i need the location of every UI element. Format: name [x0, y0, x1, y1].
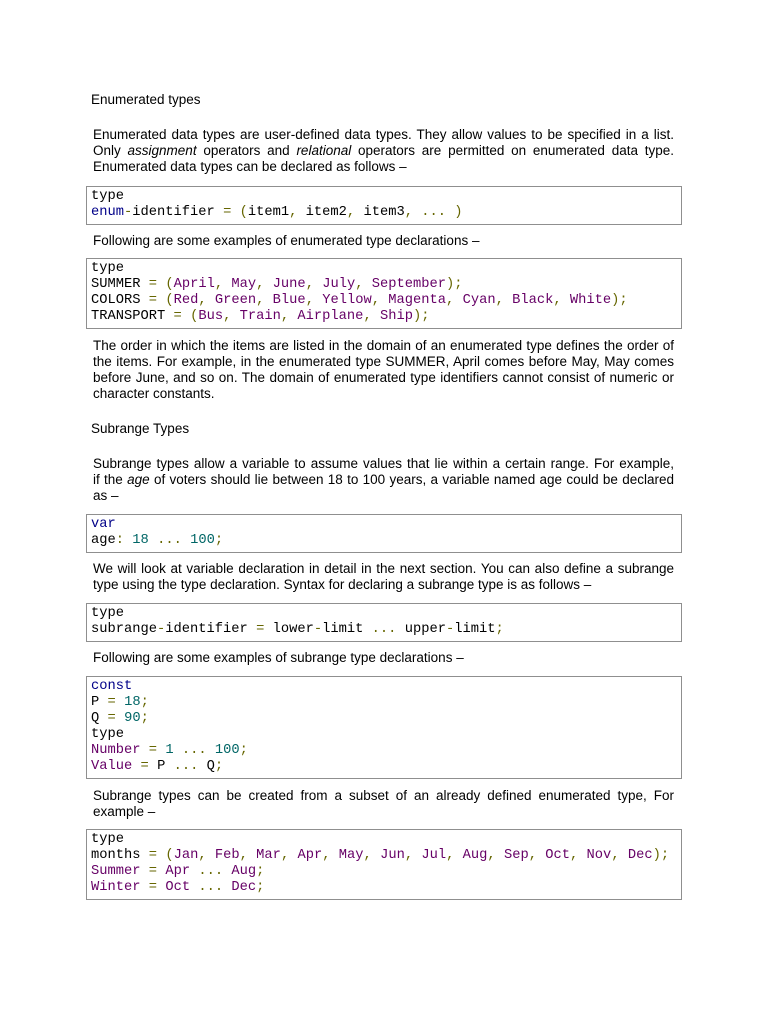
code-token-plain: TRANSPORT — [91, 309, 166, 324]
code-token-punctuation: , — [322, 848, 331, 863]
code-token-punctuation: ... — [371, 622, 397, 637]
text-line: Enumerated data types are user-defined data types. They allow values to be specified in a list. — [93, 127, 674, 142]
code-token-punctuation: - — [157, 622, 166, 637]
code-token-literal: 1 — [165, 743, 174, 758]
code-token-punctuation: = — [256, 622, 265, 637]
code-token-type: Jul — [421, 848, 447, 863]
code-line — [91, 189, 677, 205]
code-token-punctuation: , — [305, 277, 314, 292]
code-token-plain: type — [91, 832, 125, 847]
code-token-punctuation: , — [371, 293, 380, 308]
code-token-plain: lower — [272, 622, 314, 637]
code-token-punctuation: = — [107, 711, 116, 726]
code-token-punctuation: ; — [214, 759, 224, 774]
code-block-subrange-examples — [86, 676, 682, 779]
code-token-type: Jan — [173, 848, 199, 863]
code-token-type: September — [371, 277, 447, 292]
code-line — [91, 832, 677, 848]
text-line: Enumerated data types can be declared as follows – — [93, 159, 407, 174]
text-segment: if the — [93, 472, 128, 487]
text-line: Following are some examples of enumerated type declarations – — [93, 233, 480, 248]
code-token-plain: type — [91, 727, 125, 742]
code-line — [91, 309, 677, 325]
code-token-punctuation: , — [346, 205, 356, 220]
code-token-punctuation: = — [148, 864, 158, 879]
text-segment: of voters should lie between 18 to 100 years, a variable named age could be declared — [149, 472, 674, 487]
code-token-plain: upper — [404, 622, 446, 637]
code-token-punctuation: ); — [652, 848, 670, 863]
code-token-punctuation: , — [305, 293, 314, 308]
italic-term-age: age — [127, 472, 150, 487]
code-token-type: Number — [91, 743, 141, 758]
code-token-punctuation: , — [256, 277, 265, 292]
code-token-punctuation: , — [280, 848, 290, 863]
code-token-plain: limit — [322, 622, 364, 637]
code-token-punctuation: , — [404, 848, 414, 863]
paragraph-subrange-enum-subset — [93, 788, 674, 820]
heading-enumerated-types: Enumerated types — [91, 92, 201, 107]
code-token-punctuation: ; — [214, 533, 224, 548]
code-token-literal: 90 — [124, 711, 141, 726]
code-line — [91, 205, 677, 221]
code-token-type: Cyan — [462, 293, 496, 308]
code-token-punctuation: , — [239, 848, 248, 863]
text-line: Following are some examples of subrange type declarations – — [93, 650, 464, 665]
code-token-punctuation: - — [445, 622, 455, 637]
code-token-type: White — [569, 293, 612, 308]
code-token-plain: P — [91, 695, 100, 710]
code-token-type: July — [322, 277, 356, 292]
code-line — [91, 293, 677, 309]
code-token-plain: type — [91, 261, 125, 276]
code-line — [91, 277, 677, 293]
code-token-plain: item2 — [305, 205, 347, 220]
code-token-type: Sep — [503, 848, 529, 863]
code-token-punctuation: , — [570, 848, 579, 863]
code-line — [91, 743, 677, 759]
code-token-type: Train — [239, 309, 281, 324]
code-token-type: Aug — [462, 848, 488, 863]
code-token-punctuation: = — [148, 880, 158, 895]
code-token-plain: item1 — [247, 205, 290, 220]
code-token-punctuation: = — [223, 205, 232, 220]
code-line — [91, 759, 677, 775]
code-token-punctuation: , — [198, 848, 207, 863]
code-token-type: Apr — [297, 848, 323, 863]
paragraph-subrange-syntax — [93, 561, 674, 593]
code-block-subrange-var — [86, 514, 682, 553]
heading-subrange-types: Subrange Types — [91, 421, 190, 436]
code-token-keyword: var — [91, 517, 116, 532]
code-token-literal: 18 — [132, 533, 149, 548]
code-token-punctuation: - — [124, 205, 133, 220]
paragraph-enumerated-examples-intro — [93, 233, 674, 249]
code-line — [91, 533, 677, 549]
paragraph-subrange-examples-intro — [93, 650, 674, 666]
code-line — [91, 606, 677, 622]
code-token-punctuation: , — [214, 277, 224, 292]
code-token-type: Aug — [231, 864, 257, 879]
code-token-punctuation: ; — [256, 880, 265, 895]
code-token-type: May — [338, 848, 364, 863]
code-token-type: Nov — [586, 848, 612, 863]
code-token-punctuation: ... — [198, 864, 224, 879]
code-line — [91, 261, 677, 277]
text-line: before June, and so on. The domain of enumerated type identifiers cannot consist of numeric or — [93, 370, 674, 385]
code-token-punctuation: ; — [140, 695, 149, 710]
code-token-type: May — [231, 277, 257, 292]
code-token-type: Jun — [380, 848, 405, 863]
code-token-type: Apr — [165, 864, 191, 879]
text-line: as – — [93, 488, 119, 503]
text-line: Subrange types allow a variable to assume values that lie within a certain range. For example, — [93, 456, 674, 471]
text-segment: operators are permitted on enumerated data type. — [351, 143, 675, 158]
code-token-plain: type — [91, 189, 125, 204]
code-token-type: Dec — [627, 848, 653, 863]
code-token-plain: months — [91, 848, 141, 863]
paragraph-enumerated-intro — [93, 127, 674, 175]
code-token-punctuation: ... — [198, 880, 224, 895]
code-token-punctuation: , — [289, 205, 298, 220]
code-token-type: Oct — [165, 880, 191, 895]
text-line: the items. For example, in the enumerated type SUMMER, April comes before May, May comes — [93, 354, 674, 369]
code-token-plain: Q — [91, 711, 100, 726]
code-token-type: Feb — [214, 848, 240, 863]
code-token-keyword: const — [91, 679, 133, 694]
code-token-type: Red — [173, 293, 199, 308]
code-token-type: Oct — [545, 848, 571, 863]
text-line: type using the type declaration. Syntax for declaring a subrange type is as follows – — [93, 577, 592, 592]
code-token-punctuation: , — [363, 848, 372, 863]
text-segment: operators and — [196, 143, 297, 158]
code-token-punctuation: = — [148, 848, 158, 863]
code-token-literal: 100 — [190, 533, 215, 548]
code-token-plain: identifier — [132, 205, 215, 220]
code-line — [91, 622, 677, 638]
code-token-type: Winter — [91, 880, 141, 895]
code-token-plain: COLORS — [91, 293, 141, 308]
code-token-type: Mar — [256, 848, 281, 863]
code-token-punctuation: , — [363, 309, 372, 324]
code-token-punctuation: , — [487, 848, 496, 863]
code-line — [91, 695, 677, 711]
code-token-punctuation: = — [140, 759, 149, 774]
code-token-plain: limit — [454, 622, 496, 637]
code-token-literal: 18 — [124, 695, 141, 710]
code-token-punctuation: ); — [446, 277, 463, 292]
code-token-punctuation: , — [495, 293, 504, 308]
text-line: The order in which the items are listed in the domain of an enumerated type defines the order of — [93, 338, 674, 353]
code-token-type: Bus — [198, 309, 224, 324]
code-token-type: Airplane — [297, 309, 364, 324]
code-token-punctuation: , — [404, 205, 413, 220]
code-token-type: Green — [214, 293, 257, 308]
code-line — [91, 679, 677, 695]
code-token-punctuation: , — [223, 309, 232, 324]
text-line: Subrange types can be created from a subset of an already defined enumerated type, For — [93, 788, 674, 803]
code-token-type: Blue — [272, 293, 306, 308]
code-token-punctuation: , — [446, 848, 455, 863]
code-token-punctuation: ( — [165, 293, 174, 308]
code-token-literal: 100 — [214, 743, 240, 758]
code-token-punctuation: ) — [454, 205, 463, 220]
code-token-punctuation: , — [553, 293, 562, 308]
italic-term-relational: relational — [296, 143, 352, 158]
code-token-punctuation: = — [148, 743, 158, 758]
code-block-enum-syntax — [86, 186, 682, 225]
code-token-type: June — [272, 277, 306, 292]
code-token-punctuation: , — [256, 293, 265, 308]
code-token-punctuation: ); — [412, 309, 430, 324]
code-token-punctuation: ( — [165, 277, 174, 292]
code-token-punctuation: ... — [421, 205, 447, 220]
code-token-punctuation: = — [148, 293, 158, 308]
text-line: We will look at variable declaration in detail in the next section. You can also define a subrange — [93, 561, 674, 576]
code-token-punctuation: ; — [256, 864, 265, 879]
code-token-punctuation: ; — [495, 622, 504, 637]
code-token-plain: Q — [206, 759, 215, 774]
code-block-subrange-enum-subset — [86, 829, 682, 900]
code-token-punctuation: ); — [611, 293, 628, 308]
code-token-punctuation: - — [313, 622, 323, 637]
code-token-punctuation: ... — [181, 743, 207, 758]
code-token-plain: SUMMER — [91, 277, 141, 292]
code-line — [91, 880, 677, 896]
code-token-plain: identifier — [165, 622, 248, 637]
code-line — [91, 864, 677, 880]
code-token-punctuation: ... — [173, 759, 199, 774]
code-token-type: Summer — [91, 864, 141, 879]
code-token-punctuation: ; — [140, 711, 149, 726]
code-token-plain: P — [157, 759, 166, 774]
code-token-punctuation: , — [355, 277, 364, 292]
code-token-punctuation: : — [115, 533, 125, 548]
text-line — [93, 472, 674, 488]
code-token-type: Ship — [379, 309, 413, 324]
code-line — [91, 727, 677, 743]
text-segment: Only — [93, 143, 128, 158]
code-token-punctuation: ( — [190, 309, 199, 324]
code-token-type: April — [173, 277, 215, 292]
code-token-punctuation: ... — [157, 533, 182, 548]
text-line — [93, 143, 674, 159]
code-token-punctuation: , — [611, 848, 620, 863]
code-token-punctuation: ( — [239, 205, 248, 220]
code-token-punctuation: ; — [239, 743, 248, 758]
text-line: example – — [93, 804, 156, 819]
code-token-plain: age — [91, 533, 116, 548]
code-token-punctuation: , — [198, 293, 207, 308]
code-line — [91, 848, 677, 864]
code-token-type: Value — [91, 759, 133, 774]
text-line: character constants. — [93, 386, 215, 401]
code-token-type: Yellow — [322, 293, 372, 308]
code-token-plain: type — [91, 606, 125, 621]
code-line — [91, 517, 677, 533]
code-block-subrange-syntax — [86, 603, 682, 642]
code-token-plain: subrange — [91, 622, 158, 637]
code-token-type: Black — [512, 293, 554, 308]
code-token-punctuation: , — [528, 848, 537, 863]
paragraph-subrange-intro — [93, 456, 674, 504]
code-token-punctuation: , — [280, 309, 290, 324]
code-token-punctuation: , — [446, 293, 455, 308]
code-token-punctuation: = — [107, 695, 116, 710]
code-token-punctuation: ( — [165, 848, 174, 863]
code-token-plain: item3 — [363, 205, 405, 220]
code-token-punctuation: = — [173, 309, 182, 324]
paragraph-enumerated-order — [93, 338, 674, 402]
code-token-keyword: enum — [91, 205, 125, 220]
code-token-punctuation: = — [148, 277, 158, 292]
code-line — [91, 711, 677, 727]
code-token-type: Dec — [231, 880, 257, 895]
code-token-type: Magenta — [388, 293, 447, 308]
italic-term-assignment: assignment — [127, 143, 197, 158]
code-block-enum-examples — [86, 258, 682, 329]
